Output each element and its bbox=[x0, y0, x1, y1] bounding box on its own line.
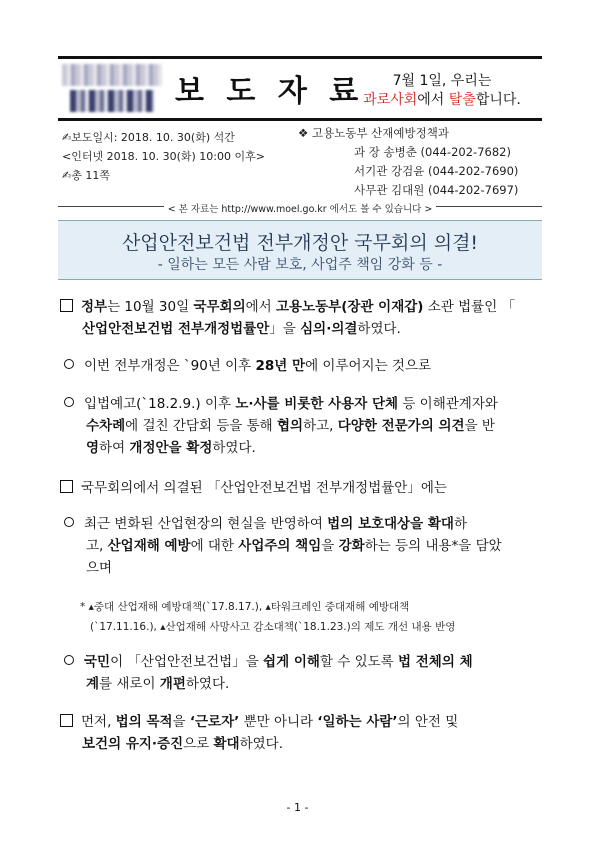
press-release-title: 보 도 자 료 bbox=[175, 74, 365, 109]
circle-bullet-icon bbox=[64, 655, 74, 665]
release-datetime: ✍보도일시: 2018. 10. 30(화) 석간 bbox=[62, 131, 235, 144]
website-notice: < 본 자료는 http://www.moel.go.kr 에서도 볼 수 있습니다 > bbox=[58, 201, 542, 215]
slogan-line2: 과로사회에서 탈출합니다. bbox=[363, 92, 521, 108]
footnote-line1: * ▴중대 산업재해 예방대책(`17.8.17.), ▴타워크레인 중대재해 예방대책 bbox=[80, 601, 410, 613]
footnote-line2: (`17.11.16.), ▴산업재해 사망사고 감소대책(`18.1.23.)의 제도 개선 내용 반영 bbox=[90, 621, 456, 633]
paragraph-3: 입법예고(`18.2.9.) 이후 노·사를 비롯한 사용자 단체 등 이해관계자와 수차례에 걸친 간담회 등을 통해 협의하고, 다양한 전문가의 의견을 반 영하여 개정안을 확정하였다. bbox=[64, 393, 544, 459]
page-count: ✍총 11쪽 bbox=[62, 169, 110, 182]
slogan-line1: 7월 1일, 우리는 bbox=[392, 73, 492, 89]
circle-bullet-icon bbox=[64, 517, 74, 527]
contact-officer: 사무관 김대원 (044-202-7697) bbox=[354, 183, 519, 197]
paragraph-6: 국민이 「산업안전보건법」을 쉽게 이해할 수 있도록 법 전체의 체 계를 새로이 개편하였다. bbox=[64, 651, 544, 695]
headline: 산업안전보건법 전부개정안 국무회의 의결! bbox=[121, 232, 479, 254]
header-top-rule bbox=[58, 56, 542, 59]
page-number: - 1 - bbox=[286, 801, 309, 814]
paragraph-1: 정부는 10월 30일 국무회의에서 고용노동부(장관 이재갑) 소관 법률인 「 산업안전보건법 전부개정법률안」을 심의·의결하였다. bbox=[60, 296, 544, 340]
paragraph-4: 국무회의에서 의결된 「산업안전보건법 전부개정법률안」에는 bbox=[60, 477, 544, 499]
government-logo bbox=[58, 60, 166, 116]
contact-deputy: 서기관 강검윤 (044-202-7690) bbox=[354, 164, 519, 178]
header-bottom-rule bbox=[58, 118, 542, 121]
internet-release: <인터넷 2018. 10. 30(화) 10:00 이후> bbox=[62, 150, 265, 163]
header-slogan bbox=[342, 72, 542, 110]
circle-bullet-icon bbox=[64, 397, 74, 407]
department: ❖ 고용노동부 산재예방정책과 bbox=[298, 126, 449, 140]
subheadline: - 일하는 모든 사람 보호, 사업주 책임 강화 등 - bbox=[157, 257, 443, 273]
contact-director: 과 장 송병춘 (044-202-7682) bbox=[354, 145, 511, 159]
contact-info bbox=[298, 124, 518, 200]
logo-slogan-image bbox=[62, 64, 162, 86]
square-bullet-icon bbox=[60, 480, 73, 493]
square-bullet-icon bbox=[60, 299, 73, 312]
square-bullet-icon bbox=[60, 714, 73, 727]
circle-bullet-icon bbox=[64, 359, 74, 369]
ministry-emblem-image bbox=[70, 90, 154, 112]
paragraph-2: 이번 전부개정은 `90년 이후 28년 만에 이루어지는 것으로 bbox=[64, 355, 544, 377]
paragraph-7: 먼저, 법의 목적을 ‘근로자’ 뿐만 아니라 ‘일하는 사람’의 안전 및 보건의 유지·증진으로 확대하였다. bbox=[60, 711, 544, 755]
release-info bbox=[62, 128, 265, 185]
paragraph-5: 최근 변화된 산업현장의 현실을 반영하여 법의 보호대상을 확대하 고, 산업재해 예방에 대한 사업주의 책임을 강화하는 등의 내용*을 담았 으며 bbox=[64, 513, 544, 579]
footnote bbox=[80, 597, 542, 637]
